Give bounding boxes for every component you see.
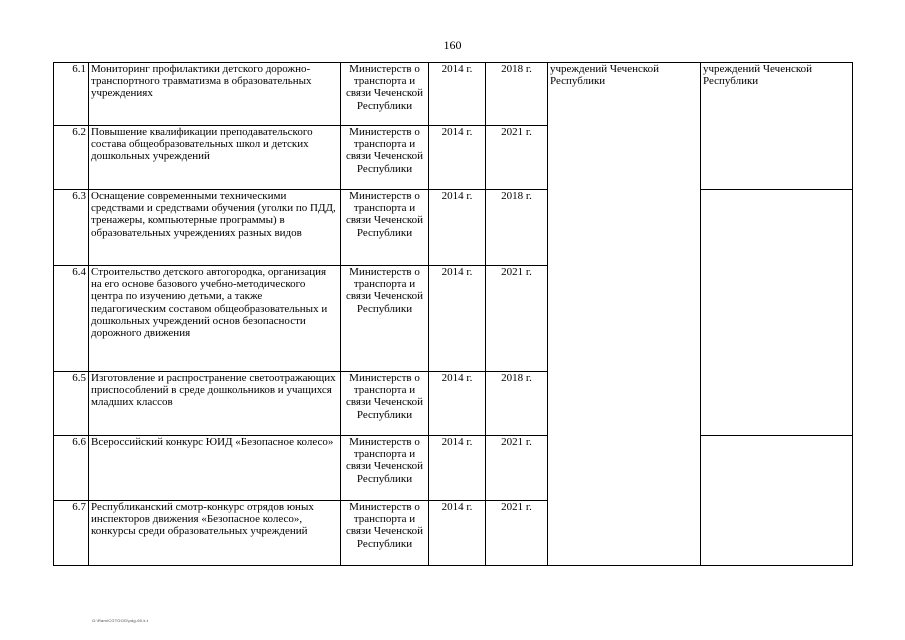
end-year: 2021 г. (486, 126, 548, 190)
measures-table (53, 62, 853, 566)
end-year: 2018 г. (486, 63, 548, 126)
empty-cell (701, 436, 853, 566)
start-year: 2014 г. (429, 436, 486, 501)
executor: Министерств о транспорта и связи Чеченской Республики (341, 501, 429, 566)
measure-description: Изготовление и распространение светоотражающих приспособлений в среде дошкольников и учащихся младших классов (89, 372, 341, 436)
table-row (54, 63, 853, 126)
footer-file-code: G:\Ram\CGTOOG\pdg-60.k.t (92, 618, 149, 623)
table-row (54, 190, 853, 266)
start-year: 2014 г. (429, 501, 486, 566)
executor: Министерств о транспорта и связи Чеченской Республики (341, 372, 429, 436)
row-number: 6.4 (54, 266, 89, 372)
executor: Министерств о транспорта и связи Чеченской Республики (341, 126, 429, 190)
row-number: 6.6 (54, 436, 89, 501)
measure-description: Республиканский смотр-конкурс отрядов юных инспекторов движения «Безопасное колесо», конкурсы среди образовательных учреждений (89, 501, 341, 566)
measure-description: Строительство детского автогородка, организация на его основе базового учебно-методического центра по изучению детьми, а также педагогическим составом общеобразовательных и дошкольных учреждений основ безопасности дорожного движения (89, 266, 341, 372)
end-year: 2021 г. (486, 436, 548, 501)
empty-cell (701, 190, 853, 436)
table-row (54, 436, 853, 501)
end-year: 2018 г. (486, 190, 548, 266)
page-number: 160 (443, 38, 462, 52)
end-year: 2021 г. (486, 501, 548, 566)
row-number: 6.2 (54, 126, 89, 190)
start-year: 2014 г. (429, 372, 486, 436)
row-number: 6.1 (54, 63, 89, 126)
row-number: 6.7 (54, 501, 89, 566)
start-year: 2014 г. (429, 126, 486, 190)
measure-description: Всероссийский конкурс ЮИД «Безопасное колесо» (89, 436, 341, 501)
executor: Министерств о транспорта и связи Чеченской Республики (341, 266, 429, 372)
start-year: 2014 г. (429, 63, 486, 126)
merged-result-column-8: учреждений Чеченской Республики (701, 63, 853, 190)
row-number: 6.5 (54, 372, 89, 436)
row-number: 6.3 (54, 190, 89, 266)
end-year: 2021 г. (486, 266, 548, 372)
measure-description: Оснащение современными техническими средствами и средствами обучения (уголки по ПДД, тренажеры, компьютерные программы) в образовательных учреждениях разных видов (89, 190, 341, 266)
start-year: 2014 г. (429, 190, 486, 266)
merged-result-column-7: учреждений Чеченской Республики (548, 63, 701, 566)
measure-description: Мониторинг профилактики детского дорожно-транспортного травматизма в образовательных учреждениях (89, 63, 341, 126)
start-year: 2014 г. (429, 266, 486, 372)
end-year: 2018 г. (486, 372, 548, 436)
executor: Министерств о транспорта и связи Чеченской Республики (341, 436, 429, 501)
executor: Министерств о транспорта и связи Чеченской Республики (341, 190, 429, 266)
measure-description: Повышение квалификации преподавательского состава общеобразовательных школ и детских дошкольных учреждений (89, 126, 341, 190)
executor: Министерств о транспорта и связи Чеченской Республики (341, 63, 429, 126)
